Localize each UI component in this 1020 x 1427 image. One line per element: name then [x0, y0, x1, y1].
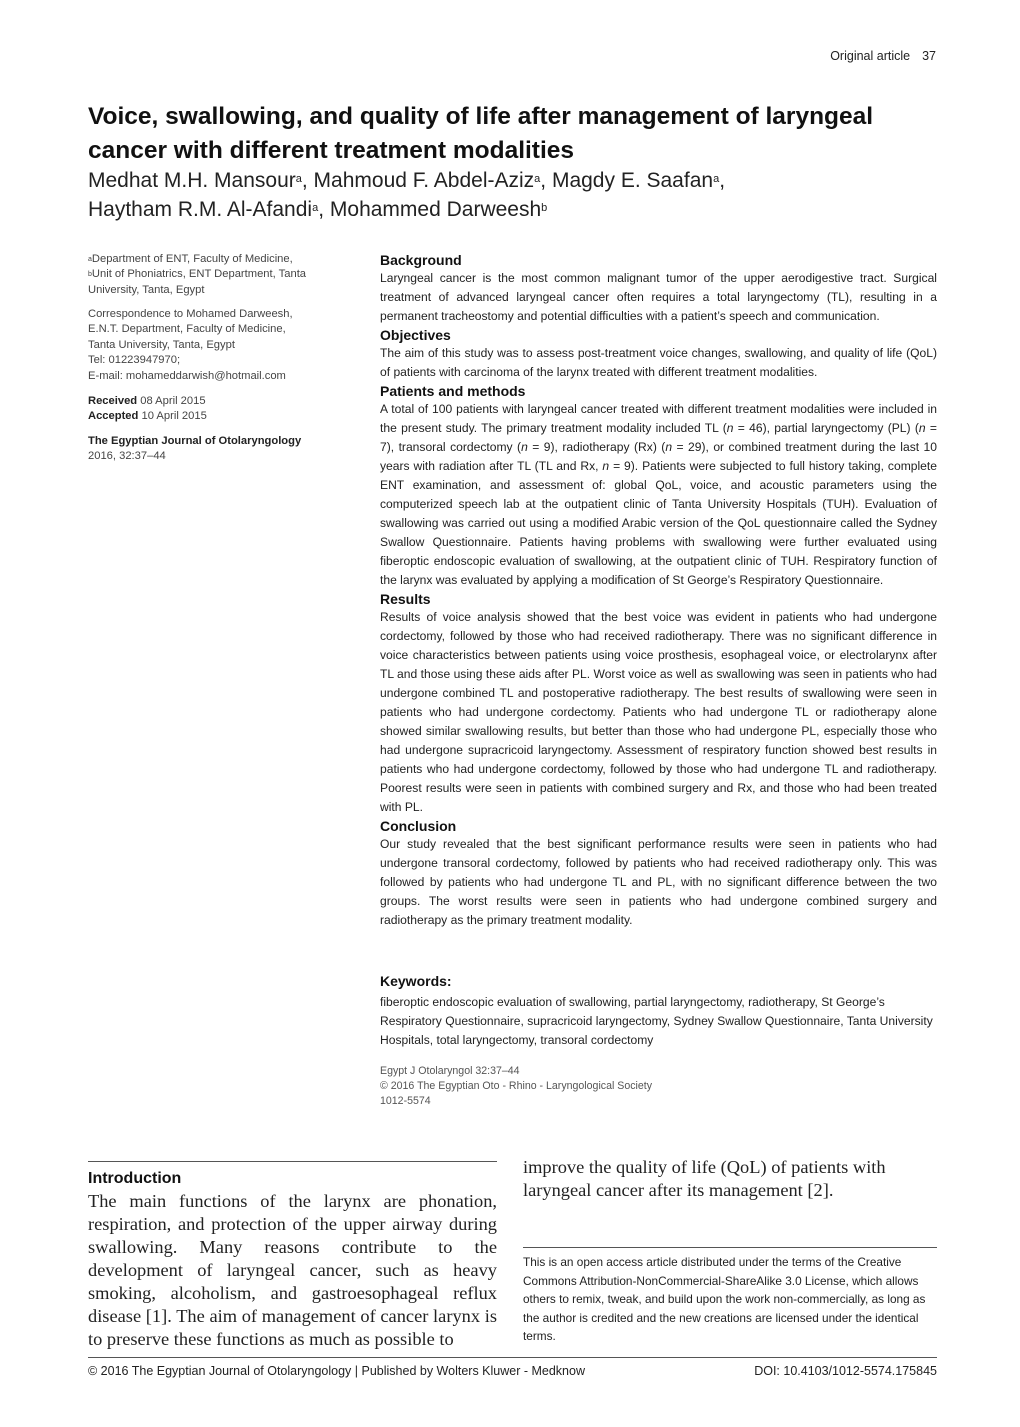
- abstract-heading-results: Results: [380, 591, 431, 607]
- author-affiliation-mark: a: [713, 173, 720, 185]
- author-separator: ,: [301, 169, 314, 192]
- abstract-heading-objectives: Objectives: [380, 327, 451, 343]
- correspondence-line: Tanta University, Tanta, Egypt: [88, 338, 235, 351]
- abstract-heading-methods: Patients and methods: [380, 383, 526, 399]
- citation-block: [380, 1064, 780, 1109]
- author-separator: ,: [719, 169, 726, 192]
- received-date: Received 08 April 2015: [88, 395, 206, 407]
- abstract-background: Laryngeal cancer is the most common malignant tumor of the upper aerodigestive tract. Surgical treatment of advanced laryngeal cancer often requires a total laryngectomy (TL), resulting in a permanent tracheostomy and potential difficulties with a patient’s speech and communication.: [380, 271, 937, 323]
- affiliation-a: $^a$Department of ENT, Faculty of Medicine,: [88, 253, 293, 265]
- introduction-text: The main functions of the larynx are phonation, respiration, and protection of the upper airway during swallowing. Many reasons contribute to the development of laryngeal cancer, such as heavy smoking, alcoholism, and gastroesophageal reflux disease [1]. The aim of management of cancer larynx is to preserve these functions as much as possible to: [88, 1191, 497, 1349]
- page-footer: [88, 1364, 937, 1378]
- abstract-heading-background: Background: [380, 252, 462, 268]
- author-name: Medhat M.H. Mansour: [88, 169, 296, 192]
- dates: [88, 394, 334, 425]
- accepted-date: Accepted 10 April 2015: [88, 410, 207, 423]
- keywords: [380, 972, 937, 1050]
- author-list: [88, 166, 948, 224]
- body-continuation: improve the quality of life (QoL) of patients with laryngeal cancer after its management [2].: [523, 1157, 886, 1200]
- author-name: Haytham R.M. Al-Afandi: [88, 198, 313, 221]
- footer-doi[interactable]: DOI: 10.4103/1012-5574.175845: [754, 1364, 937, 1378]
- abstract-methods: A total of 100 patients with laryngeal cancer treated with different treatment modalities were included in the present study. The primary treatment modality included TL (n = 46), partial laryngectomy (PL) (n = 7), transoral cordectomy (n = 9), radiotherapy (Rx) (n = 29), or combined treatment during the last 10 years with radiation after TL (TL and Rx, n = 9). Patients were subjected to full history taking, complete ENT examination, and assessment of: global QoL, voice, and acoustic parameters using the computerized speech lab at the outpatient clinic of Tanta University Hospitals (TUH). Evaluation of swallowing was carried out using a modified Arabic version of the QoL questionnaire called the Sydney Swallow Questionnaire. Patients having problems with swallowing were further evaluated using fiberoptic endoscopic evaluation of swallowing, at the outpatient clinic of TUH. Respiratory function of the larynx was evaluated by applying a modification of St George’s Respiratory Questionnaire.: [380, 402, 938, 587]
- footer-divider: [88, 1357, 937, 1358]
- issn-line: 1012-5574: [380, 1095, 431, 1107]
- license-note: This is an open access article distributed under the terms of the Creative Commons Attribution-NonCommercial-ShareAlike 3.0 License, which allows others to remix, tweak, and build upon the work non-commercially, as long as the author is credited and the new creations are licensed under the identical terms.: [523, 1255, 926, 1343]
- journal-volume: 2016, 32:37–44: [88, 450, 166, 463]
- correspondence: [88, 307, 334, 384]
- copyright-line: © 2016 The Egyptian Oto - Rhino - Laryngological Society: [380, 1080, 653, 1092]
- abstract-heading-conclusion: Conclusion: [380, 818, 457, 834]
- citation-line: Egypt J Otolaryngol 32:37–44: [380, 1065, 520, 1077]
- running-head: [830, 49, 936, 63]
- affiliations: [88, 252, 334, 298]
- correspondence-line: Tel: 01223947970;: [88, 354, 181, 367]
- abstract-results: Results of voice analysis showed that the best voice was evident in patients who had undergone cordectomy, followed by those who had received radiotherapy. There was no significant difference in voice characteristics between patients using voice prosthesis, esophageal voice, or electrolarynx after TL and those using these aids after PL. Worst voice as well as swallowing was seen in patients who had undergone combined TL and postoperative radiotherapy. The best results of swallowing were seen in patients who had undergone cordectomy. Patients who had undergone TL or radiotherapy alone showed similar swallowing results, but better than those who had undergone PL, especially those who had undergone supracricoid laryngectomy. Assessment of respiratory function showed best results in patients who had undergone cordectomy, followed by those who had undergone TL and radiotherapy. Poorest results were seen in patients with combined surgery and Rx, and those who had been treated with PL.: [380, 610, 937, 814]
- keywords-text: fiberoptic endoscopic evaluation of swallowing, partial laryngectomy, radiotherapy, St George’s Respiratory Questionnaire, supracricoid laryngectomy, Sydney Swallow Questionnaire, Tanta University Hospitals, total laryngectomy, transoral cordectomy: [380, 995, 933, 1047]
- divider: [88, 1161, 497, 1162]
- keywords-heading: Keywords:: [380, 973, 452, 989]
- footer-copyright: © 2016 The Egyptian Journal of Otolaryngology | Published by Wolters Kluwer - Medknow: [88, 1364, 585, 1378]
- correspondence-line: E.N.T. Department, Faculty of Medicine,: [88, 323, 286, 336]
- author-affiliation-mark: a: [312, 202, 319, 214]
- divider: [523, 1247, 937, 1248]
- author-name: Mohammed Darweesh: [329, 198, 542, 221]
- author-separator: ,: [540, 169, 552, 192]
- abstract: [380, 251, 937, 930]
- abstract-objectives: The aim of this study was to assess post-treatment voice changes, swallowing, and quality of life (QoL) of patients with carcinoma of the larynx treated with different treatment modalities.: [380, 346, 937, 379]
- article-title: Voice, swallowing, and quality of life after management of laryngeal cancer with different treatment modalities: [88, 103, 874, 164]
- abstract-conclusion: Our study revealed that the best significant performance results were seen in patients who had undergone transoral cordectomy, followed by patients who had received radiotherapy only. This was followed by patients who had undergone TL and PL, with no significant difference between the two groups. The worst results were seen in patients who had undergone combined surgery and radiotherapy as the primary treatment modality.: [380, 837, 937, 927]
- author-name: Mahmoud F. Abdel-Aziz: [313, 169, 535, 192]
- correspondence-email[interactable]: E-mail: mohameddarwish@hotmail.com: [88, 369, 286, 382]
- author-affiliation-mark: b: [541, 202, 548, 214]
- author-affiliation-mark: a: [295, 173, 302, 185]
- author-affiliation-mark: a: [534, 173, 541, 185]
- page-number: 37: [922, 49, 936, 63]
- affiliation-b: $^b$Unit of Phoniatrics, ENT Department, Tanta University, Tanta, Egypt: [88, 268, 307, 296]
- introduction-section: [88, 1168, 497, 1351]
- author-name: Magdy E. Saafan: [551, 169, 714, 192]
- journal-name: The Egyptian Journal of Otolaryngology: [88, 435, 302, 447]
- introduction-heading: Introduction: [88, 1170, 182, 1187]
- journal-info: [88, 434, 334, 465]
- section-label: Original article: [830, 49, 911, 63]
- author-separator: ,: [318, 198, 330, 221]
- correspondence-line: Correspondence to Mohamed Darweesh,: [88, 308, 293, 320]
